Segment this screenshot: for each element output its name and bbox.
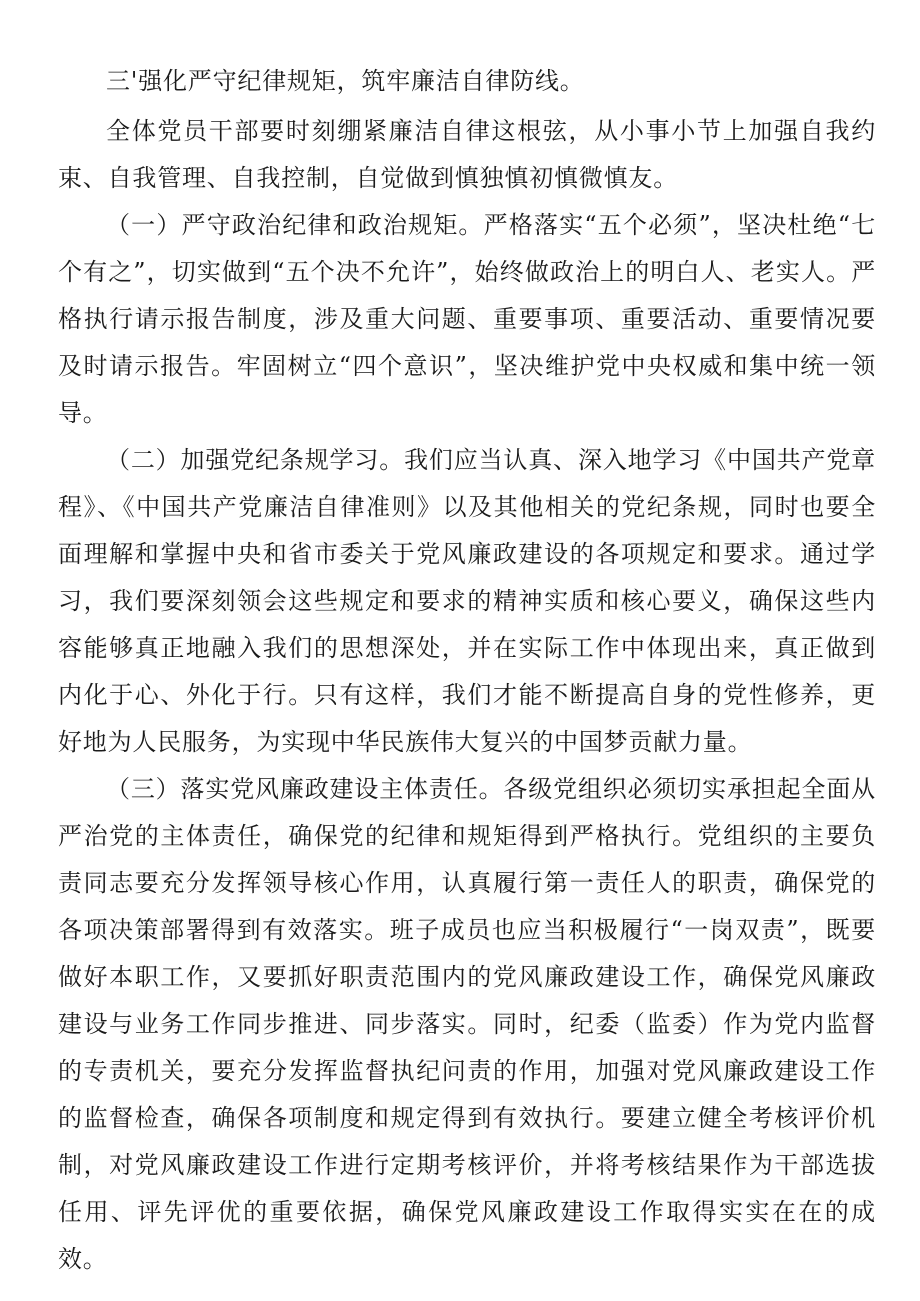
paragraph-political-discipline: （一）严守政治纪律和政治规矩。严格落实“五个必须”，坚决杜绝“七个有之”，切实做到“五个决不允许”，始终做政治上的明白人、老实人。严格执行请示报告制度，涉及重大问题、重要事项、重要活动、重要情况要及时请示报告。牢固树立“四个意识”，坚决维护党中央权威和集中统一领导。	[58, 211, 876, 427]
section-heading: 三'强化严守纪律规矩，筑牢廉洁自律防线。	[106, 67, 585, 95]
paragraph-party-rules-study: （二）加强党纪条规学习。我们应当认真、深入地学习《中国共产党章程》、《中国共产党廉洁自律准则》以及其他相关的党纪条规，同时也要全面理解和掌握中央和省市委关于党风廉政建设的各项规定和要求。通过学习，我们要深刻领会这些规定和要求的精神实质和核心要义，确保这些内容能够真正地融入我们的思想深处，并在实际工作中体现出来，真正做到内化于心、外化于行。只有这样，我们才能不断提高自身的党性修养，更好地为人民服务，为实现中华民族伟大复兴的中国梦贡献力量。	[58, 446, 876, 756]
paragraph-intro: 全体党员干部要时刻绷紧廉洁自律这根弦，从小事小节上加强自我约束、自我管理、自我控制，自觉做到慎独慎初慎微慎友。	[58, 117, 876, 192]
paragraph-main-responsibility: （三）落实党风廉政建设主体责任。各级党组织必须切实承担起全面从严治党的主体责任，确保党的纪律和规矩得到严格执行。党组织的主要负责同志要充分发挥领导核心作用，认真履行第一责任人的职责，确保党的各项决策部署得到有效落实。班子成员也应当积极履行“一岗双责”，既要做好本职工作，又要抓好职责范围内的党风廉政建设工作，确保党风廉政建设与业务工作同步推进、同步落实。同时，纪委（监委）作为党内监督的专责机关，要充分发挥监督执纪问责的作用，加强对党风廉政建设工作的监督检查，确保各项制度和规定得到有效执行。要建立健全考核评价机制，对党风廉政建设工作进行定期考核评价，并将考核结果作为干部选拔任用、评先评优的重要依据，确保党风廉政建设工作取得实实在在的成效。	[58, 775, 876, 1273]
document-body	[58, 58, 876, 1283]
